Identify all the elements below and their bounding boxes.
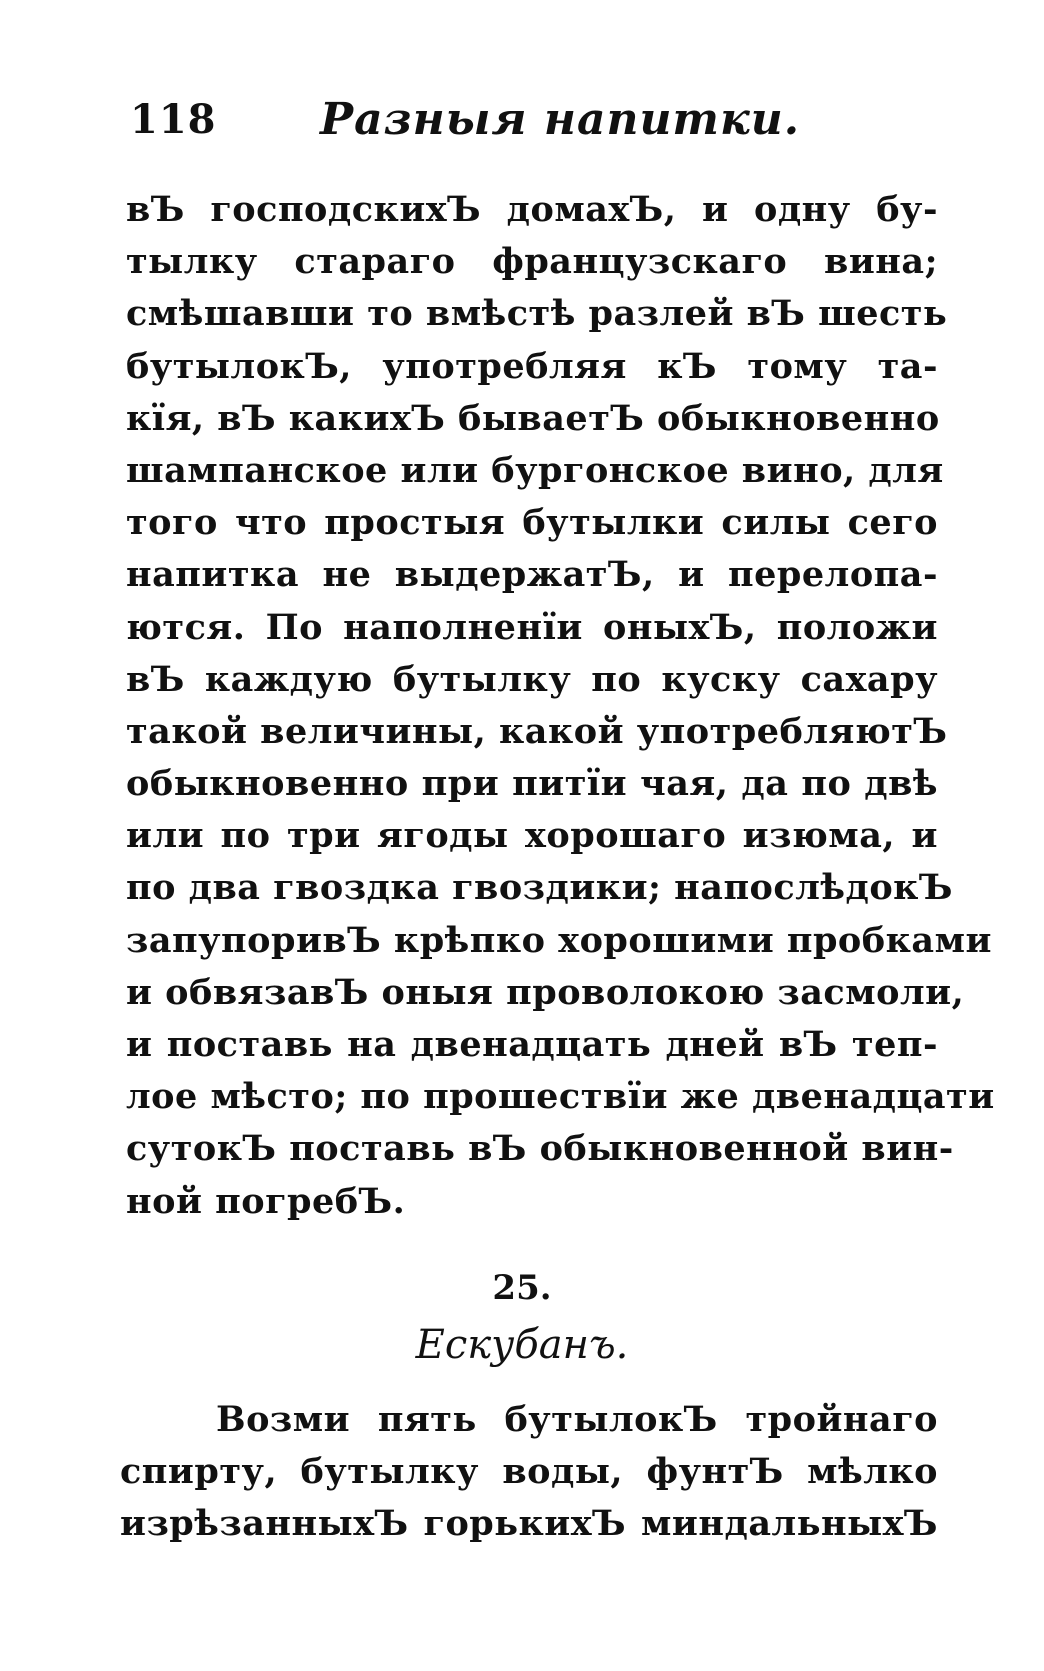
- text-line: вЪ господскихЪ домахЪ, и одну бу-: [126, 189, 938, 230]
- text-line: Возми пять бутылокЪ тройнаго: [216, 1399, 938, 1440]
- text-line: сутокЪ поставь вЪ обыкновенной вин-: [126, 1128, 954, 1170]
- text-line: лое мѣсто; по прошествїи же двенадцати: [126, 1076, 995, 1118]
- paragraph-recipe: [120, 1394, 938, 1551]
- text-line: вЪ каждую бутылку по куску сахару: [126, 658, 938, 700]
- text-line: бутылокЪ, употребляя кЪ тому та-: [126, 345, 938, 387]
- section-title: Ескубанъ.: [415, 1322, 629, 1368]
- text-line: или по три ягоды хорошаго изюма, и: [126, 815, 938, 857]
- text-line: смѣшавши то вмѣстѣ разлей вЪ шесть: [126, 293, 948, 335]
- paragraph-continued: [126, 184, 995, 1228]
- text-line: кїя, вЪ какихЪ бываетЪ обыкновенно: [126, 397, 940, 439]
- section-number: 25.: [492, 1268, 552, 1308]
- text-line: изрѣзанныхЪ горькихЪ миндальныхЪ: [120, 1503, 938, 1545]
- page-header: [130, 96, 930, 156]
- page-number: 118: [130, 96, 217, 143]
- text-line: напитка не выдержатЪ, и перелопа-: [126, 554, 938, 596]
- text-line: по два гвоздка гвоздики; напослѣдокЪ: [126, 867, 953, 909]
- text-line: ной погребЪ.: [126, 1180, 406, 1222]
- text-line: запупоривЪ крѣпко хорошими пробками: [126, 919, 992, 961]
- text-line: такой величины, какой употребляютЪ: [126, 710, 948, 752]
- text-line: шампанское или бургонское вино, для: [126, 449, 944, 491]
- text-line: спирту, бутылку воды, фунтЪ мѣлко: [120, 1451, 938, 1493]
- text-line: и обвязавЪ оныя проволокою засмоли,: [126, 971, 965, 1013]
- text-line: обыкновенно при питїи чая, да по двѣ: [126, 763, 938, 805]
- running-title: Разныя напитки.: [320, 94, 801, 145]
- text-line: того что простыя бутылки силы сего: [126, 502, 938, 544]
- text-line: тылку стараго французскаго вина;: [126, 241, 938, 283]
- text-line: и поставь на двенадцать дней вЪ теп-: [126, 1024, 938, 1065]
- text-line: ются. По наполненїи оныхЪ, положи: [126, 606, 938, 648]
